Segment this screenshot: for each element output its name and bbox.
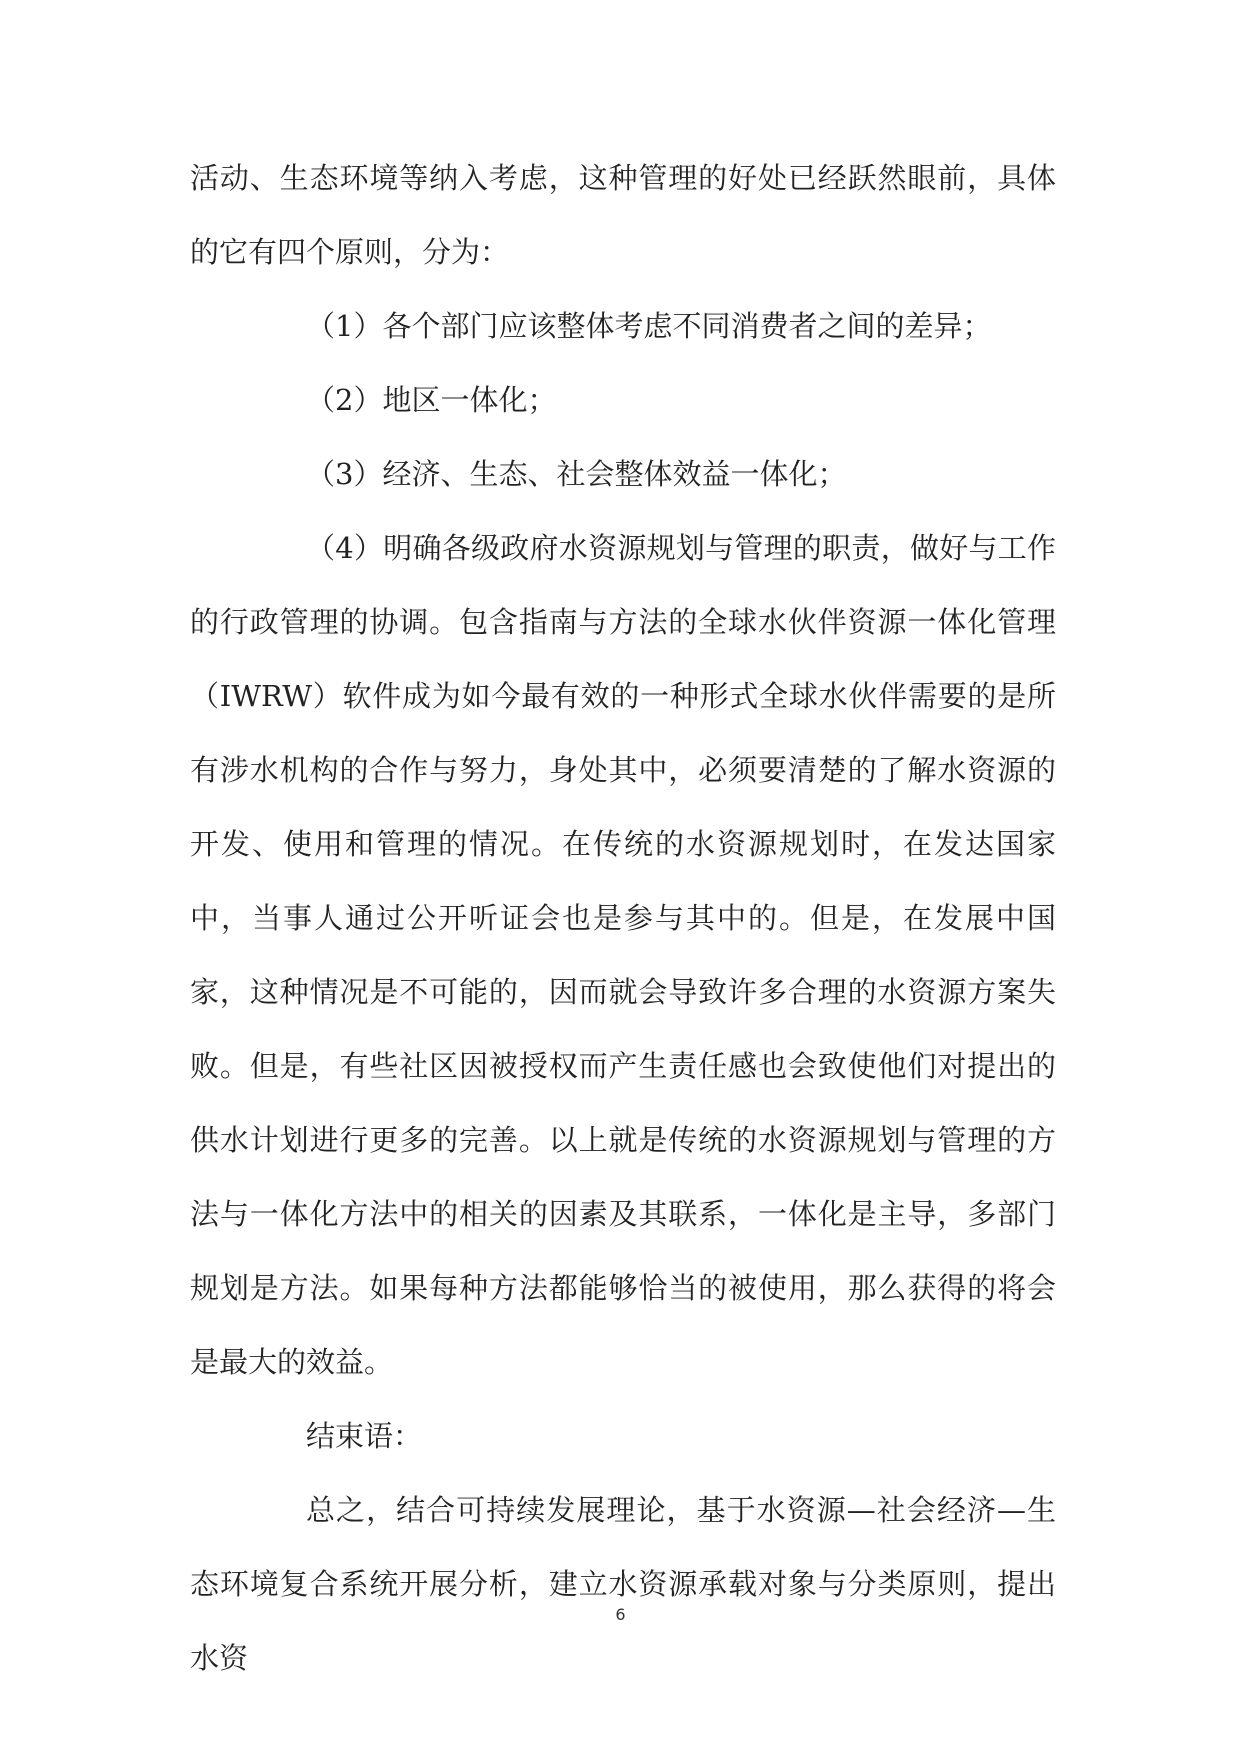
paragraph-conclusion: 总之，结合可持续发展理论，基于水资源—社会经济—生态环境复合系统开展分析，建立水资源承载对象与分类原则，提出水资 bbox=[190, 1493, 1056, 1675]
document-body bbox=[190, 141, 1056, 1695]
paragraph-principle-4: （4）明确各级政府水资源规划与管理的职责，做好与工作的行政管理的协调。包含指南与方法的全球水伙伴资源一体化管理（IWRW）软件成为如今最有效的一种形式全球水伙伴需要的是所有涉水机构的合作与努力，身处其中，必须要清楚的了解水资源的开发、使用和管理的情况。在传统的水资源规划时，在发达国家中，当事人通过公开听证会也是参与其中的。但是，在发展中国家，这种情况是不可能的，因而就会导致许多合理的水资源方案失败。但是，有些社区因被授权而产生责任感也会致使他们对提出的供水计划进行更多的完善。以上就是传统的水资源规划与管理的方法与一体化方法中的相关的因素及其联系，一体化是主导，多部门规划是方法。如果每种方法都能够恰当的被使用，那么获得的将会是最大的效益。 bbox=[190, 531, 1056, 1379]
heading-conclusion: 结束语： bbox=[306, 1419, 423, 1453]
paragraph-principle-1: （1）各个部门应该整体考虑不同消费者之间的差异； bbox=[306, 309, 992, 343]
page-number: 6 bbox=[615, 1605, 626, 1624]
paragraph-principle-2: （2）地区一体化； bbox=[306, 383, 557, 417]
paragraph-principles-intro: 活动、生态环境等纳入考虑，这种管理的好处已经跃然眼前，具体的它有四个原则，分为： bbox=[190, 161, 1056, 269]
paragraph-principle-3: （3）经济、生态、社会整体效益一体化； bbox=[306, 457, 847, 491]
